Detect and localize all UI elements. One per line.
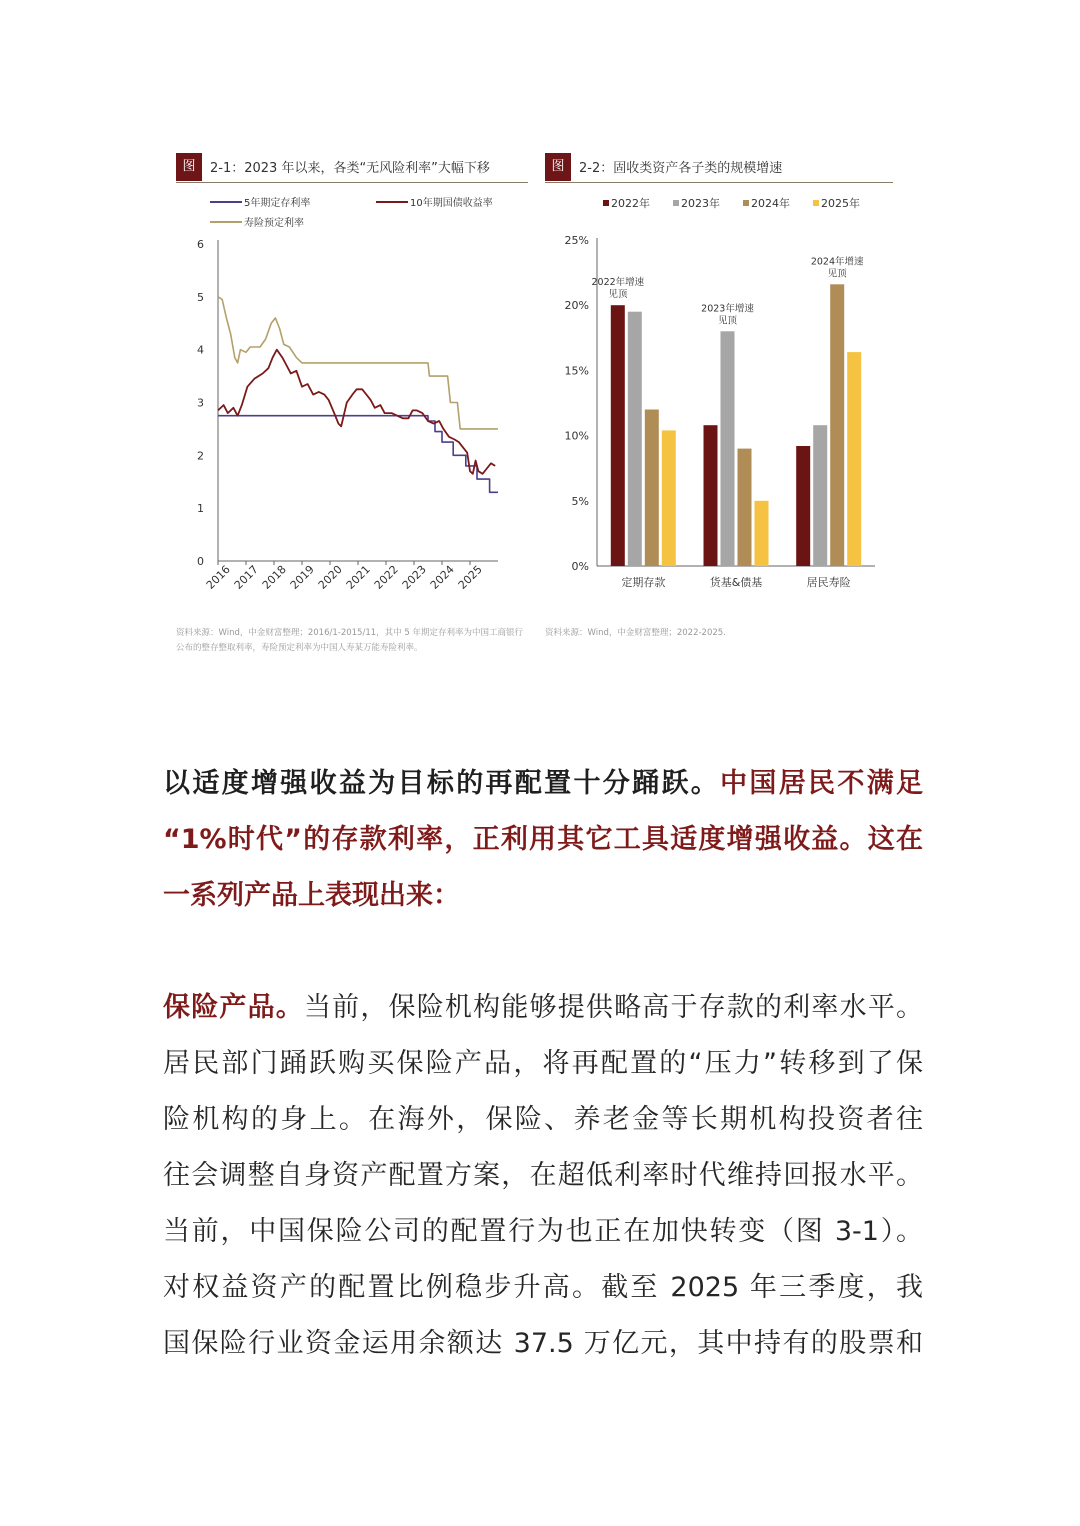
bar	[611, 305, 625, 566]
paragraph-line: 险机构的身上。在海外，保险、养老金等长期机构投资者往	[163, 1104, 923, 1135]
annotation-label: 2023年增速	[701, 303, 754, 315]
y-tick-label: 15%	[564, 364, 589, 378]
y-tick-label: 20%	[564, 299, 589, 313]
x-tick-label: 2024	[427, 562, 457, 592]
y-tick-label: 5%	[571, 494, 589, 508]
y-tick-label: 1	[197, 502, 204, 516]
annotation-label: 见顶	[608, 289, 628, 301]
bar	[721, 331, 735, 566]
figure-title: 2-2：固收类资产各子类的规模增速	[579, 161, 783, 176]
legend-label: 2025年	[821, 197, 860, 210]
legend-swatch	[813, 200, 819, 206]
bar	[830, 284, 844, 566]
legend-label: 2023年	[681, 197, 720, 210]
bar	[738, 449, 752, 566]
legend-label: 5年期定存利率	[244, 198, 311, 209]
paragraph-line: “1%时代”的存款利率，正利用其它工具适度增强收益。这在	[163, 824, 923, 855]
figure-header	[545, 148, 893, 183]
bar	[847, 352, 861, 566]
text-body: 当前，保险机构能够提供略高于存款的利率水平。	[303, 992, 924, 1023]
legend-label: 2022年	[611, 197, 650, 210]
paragraph-lead: 保险产品。	[163, 992, 304, 1023]
figure-interest-rates	[176, 148, 528, 678]
bar	[662, 430, 676, 566]
figure-tag: 图	[176, 153, 202, 181]
x-tick-label: 居民寿险	[806, 576, 851, 589]
figure-source: 资料来源：Wind，中金财富整理；2022-2025.	[545, 628, 726, 638]
legend-label: 寿险预定利率	[244, 218, 304, 229]
legend-label: 2024年	[751, 197, 790, 210]
x-tick-label: 2016	[203, 562, 233, 592]
paragraph-line: 往会调整自身资产配置方案，在超低利率时代维持回报水平。	[163, 1160, 923, 1191]
figure-tag: 图	[545, 153, 571, 181]
bar	[755, 501, 769, 566]
paragraph-line: 一系列产品上表现出来：	[163, 880, 460, 911]
y-tick-label: 10%	[564, 429, 589, 443]
x-tick-label: 2021	[343, 562, 373, 592]
bar	[813, 425, 827, 566]
figure-fixed-income-growth	[545, 148, 893, 678]
y-tick-label: 4	[197, 343, 204, 357]
y-tick-label: 0	[197, 555, 204, 568]
bar	[796, 446, 810, 566]
text-red: 中国居民不满足	[720, 768, 924, 799]
text-black: 以适度增强收益为目标的再配置十分踊跃。	[163, 768, 721, 799]
legend-swatch	[673, 200, 679, 206]
y-tick-label: 2	[197, 449, 204, 463]
x-tick-label: 2023	[399, 562, 429, 592]
y-tick-label: 5	[197, 290, 204, 304]
y-tick-label: 0%	[571, 560, 589, 573]
annotation-label: 2022年增速	[591, 277, 645, 289]
x-tick-label: 2020	[315, 562, 345, 592]
annotation-label: 2024年增速	[810, 256, 864, 268]
figure-header	[176, 148, 528, 183]
legend-label: 10年期国债收益率	[410, 198, 493, 209]
y-tick-label: 25%	[564, 234, 589, 247]
paragraph-line	[163, 980, 923, 1036]
bar	[628, 312, 642, 566]
x-tick-label: 2025	[455, 562, 485, 592]
bar	[645, 410, 659, 567]
paragraph-line: 居民部门踊跃购买保险产品，将再配置的“压力”转移到了保	[163, 1048, 923, 1079]
series-line	[218, 297, 498, 429]
bar-chart	[545, 186, 893, 616]
y-tick-label: 3	[197, 396, 204, 410]
x-tick-label: 2019	[287, 562, 317, 592]
bar	[704, 425, 718, 566]
paragraph-line	[163, 756, 923, 812]
line-chart	[176, 186, 528, 616]
x-tick-label: 货基&债基	[709, 576, 763, 589]
x-tick-label: 2022	[371, 562, 401, 592]
x-tick-label: 2018	[259, 562, 289, 592]
legend-swatch	[743, 200, 749, 206]
paragraph-insurance	[163, 980, 923, 1372]
paragraph-line: 当前，中国保险公司的配置行为也正在加快转变（图 3-1）。	[163, 1216, 923, 1247]
annotation-label: 见顶	[717, 315, 738, 327]
x-tick-label: 定期存款	[621, 576, 666, 589]
legend-swatch	[603, 200, 609, 206]
figure-source: 资料来源：Wind，中金财富整理；2016/1-2015/11，其中 5 年期定存利率为中国工商银行公布的整存整取利率，寿险预定利率为中国人寿某万能寿险利率。	[176, 628, 523, 653]
figure-title: 2-1：2023 年以来，各类“无风险利率”大幅下移	[210, 161, 490, 176]
paragraph-line: 对权益资产的配置比例稳步升高。截至 2025 年三季度，我	[163, 1272, 923, 1303]
paragraph-line: 国保险行业资金运用余额达 37.5 万亿元，其中持有的股票和	[163, 1328, 923, 1359]
paragraph-reallocation	[163, 756, 923, 924]
y-tick-label: 6	[197, 238, 204, 251]
series-line	[218, 416, 498, 493]
x-tick-label: 2017	[231, 562, 261, 592]
annotation-label: 见顶	[827, 268, 847, 280]
